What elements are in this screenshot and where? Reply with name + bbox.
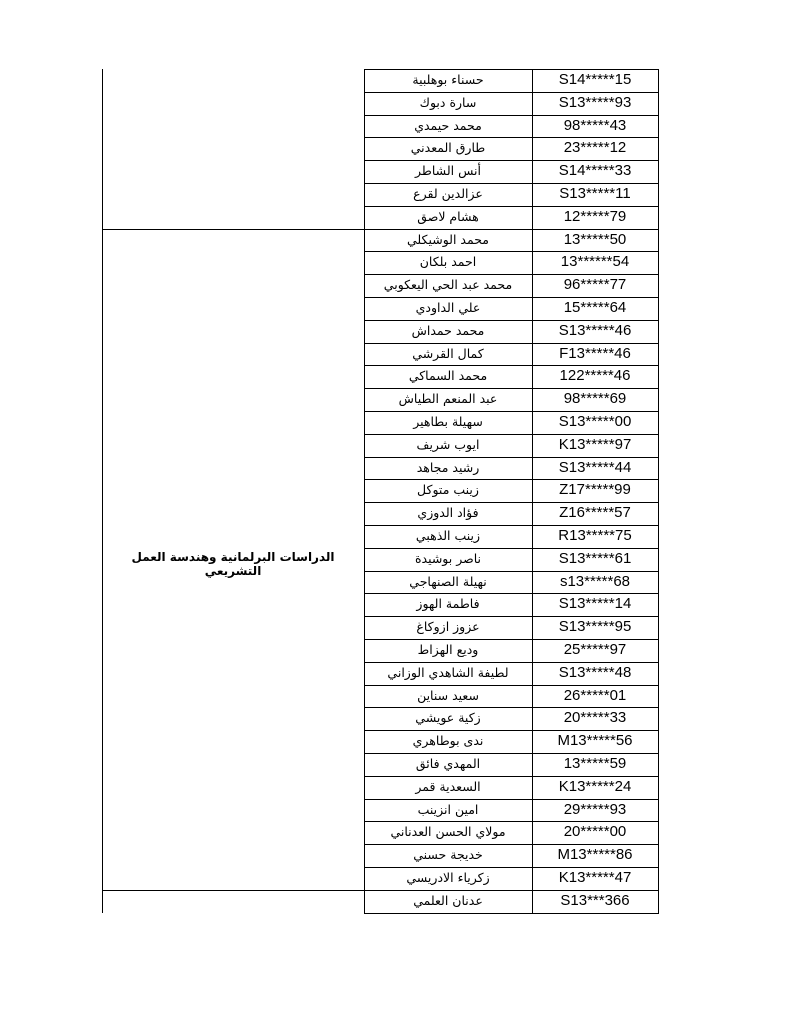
student-code: 96*****77 bbox=[563, 276, 627, 294]
row-divider bbox=[364, 662, 659, 663]
student-name: أنس الشاطر bbox=[415, 163, 481, 179]
row-divider bbox=[364, 616, 659, 617]
student-name: ناصر بوشيدة bbox=[414, 550, 482, 566]
row-divider bbox=[364, 229, 659, 230]
student-code: Z17*****99 bbox=[559, 481, 631, 499]
student-name: عزوز ازوكاغ bbox=[416, 619, 480, 635]
student-name: محمد حيمدي bbox=[414, 117, 482, 133]
row-divider bbox=[364, 639, 659, 640]
student-code: S13*****44 bbox=[558, 458, 632, 476]
row-divider bbox=[364, 69, 659, 70]
student-name: امين انزينب bbox=[417, 801, 479, 817]
student-name: عدنان العلمي bbox=[413, 892, 483, 908]
row-divider bbox=[364, 115, 659, 116]
section-divider bbox=[102, 890, 364, 891]
student-name: زكية عويشي bbox=[415, 710, 481, 726]
row-divider bbox=[364, 251, 659, 252]
student-code: M13*****56 bbox=[557, 732, 633, 750]
student-code: 15*****64 bbox=[563, 299, 627, 316]
student-code: S14*****15 bbox=[558, 71, 632, 88]
row-divider bbox=[364, 821, 659, 822]
row-divider bbox=[364, 571, 659, 572]
student-code: 23*****12 bbox=[563, 139, 627, 157]
student-code: 20*****33 bbox=[563, 709, 627, 727]
student-name: هشام لاصق bbox=[417, 208, 479, 224]
row-divider bbox=[364, 753, 659, 754]
column-divider bbox=[532, 69, 533, 913]
row-divider bbox=[364, 92, 659, 93]
student-name: رشيد مجاهد bbox=[416, 459, 480, 475]
row-divider bbox=[364, 365, 659, 366]
student-name: السعدية قمر bbox=[415, 778, 481, 794]
row-divider bbox=[364, 274, 659, 275]
row-divider bbox=[364, 548, 659, 549]
row-divider bbox=[364, 183, 659, 184]
student-name: محمد السماكي bbox=[408, 368, 488, 384]
student-code: 29*****93 bbox=[563, 800, 627, 818]
student-code: S13***366 bbox=[560, 891, 630, 909]
student-code: K13*****24 bbox=[558, 777, 632, 795]
student-code: 13******54 bbox=[560, 253, 630, 271]
student-name: زكرياء الادريسي bbox=[406, 870, 490, 885]
student-name: زينب متوكل bbox=[417, 482, 479, 498]
student-code: 12*****79 bbox=[563, 207, 627, 225]
student-name: سارة دبوك bbox=[419, 94, 477, 110]
student-code: S13*****61 bbox=[558, 549, 632, 567]
row-divider bbox=[364, 844, 659, 845]
row-divider bbox=[364, 434, 659, 435]
row-divider bbox=[364, 297, 659, 298]
student-code: S13*****48 bbox=[558, 663, 632, 681]
student-name: علي الداودي bbox=[415, 300, 481, 315]
row-divider bbox=[364, 320, 659, 321]
student-name: محمد عبد الحي اليعكوبي bbox=[383, 277, 513, 293]
row-divider bbox=[364, 502, 659, 503]
student-name: المهدي فائق bbox=[415, 756, 481, 771]
row-divider bbox=[364, 593, 659, 594]
student-code: S14*****33 bbox=[558, 162, 632, 180]
row-divider bbox=[364, 867, 659, 868]
student-code: M13*****86 bbox=[557, 846, 633, 864]
student-name: محمد الوشيكلي bbox=[407, 231, 489, 247]
student-code: 98*****43 bbox=[563, 116, 627, 134]
student-name: كمال القرشي bbox=[412, 345, 484, 361]
student-code: 26*****01 bbox=[563, 686, 627, 704]
row-divider bbox=[364, 730, 659, 731]
table-border-right bbox=[658, 69, 659, 913]
student-name: سهيلة بطاهير bbox=[413, 414, 483, 429]
student-name: خديجة حسني bbox=[413, 847, 483, 863]
student-code: S13*****00 bbox=[558, 413, 632, 430]
student-name: عزالدين لقرع bbox=[413, 186, 483, 201]
student-name: ندى بوطاهري bbox=[412, 733, 484, 749]
student-name: نهيلة الصنهاجي bbox=[409, 573, 487, 589]
row-divider bbox=[364, 160, 659, 161]
student-name: سعيد سناين bbox=[417, 687, 479, 703]
row-divider bbox=[364, 137, 659, 138]
student-name: عبد المنعم الطياش bbox=[398, 391, 498, 407]
row-divider bbox=[364, 411, 659, 412]
student-name: فاطمة الهوز bbox=[416, 596, 480, 612]
row-divider bbox=[364, 479, 659, 480]
student-name: طارق المعدني bbox=[410, 140, 486, 156]
row-divider bbox=[364, 388, 659, 389]
student-name: فؤاد الدوزي bbox=[417, 505, 479, 521]
row-divider bbox=[364, 707, 659, 708]
student-code: 13*****59 bbox=[563, 755, 627, 772]
column-divider bbox=[364, 69, 365, 913]
student-code: S13*****11 bbox=[559, 185, 631, 202]
department-label: الدراسات البرلمانية وهندسة العمل التشريعي bbox=[131, 550, 335, 579]
student-name: زينب الذهبي bbox=[415, 528, 481, 543]
student-code: S13*****95 bbox=[558, 618, 632, 636]
student-code: 13*****50 bbox=[563, 230, 627, 248]
row-divider bbox=[364, 776, 659, 777]
student-code: 25*****97 bbox=[563, 641, 627, 658]
student-code: S13*****14 bbox=[558, 595, 632, 613]
student-name: لطيفة الشاهدي الوزاني bbox=[387, 664, 509, 680]
student-code: F13*****46 bbox=[559, 344, 631, 362]
student-code: R13*****75 bbox=[558, 527, 632, 544]
student-code: S13*****93 bbox=[558, 93, 632, 111]
student-name: ايوب شريف bbox=[416, 436, 480, 452]
row-divider bbox=[364, 799, 659, 800]
row-divider bbox=[364, 525, 659, 526]
student-code: s13*****68 bbox=[559, 572, 631, 590]
student-name: حسناء بوهلبية bbox=[412, 72, 484, 87]
student-code: K13*****97 bbox=[558, 435, 632, 453]
student-code: 98*****69 bbox=[563, 390, 627, 408]
student-name: محمد حمداش bbox=[411, 322, 485, 338]
student-code: 122*****46 bbox=[559, 367, 631, 385]
table-border-left bbox=[102, 69, 103, 913]
student-code: Z16*****57 bbox=[559, 504, 631, 522]
student-code: S13*****46 bbox=[558, 321, 632, 339]
section-divider bbox=[102, 229, 364, 230]
student-name: وديع الهزاط bbox=[417, 642, 479, 657]
row-divider bbox=[364, 206, 659, 207]
row-divider bbox=[364, 343, 659, 344]
student-name: مولاي الحسن العدناني bbox=[390, 824, 506, 840]
row-divider bbox=[364, 913, 659, 914]
student-code: K13*****47 bbox=[558, 869, 632, 886]
student-name: احمد بلكان bbox=[419, 254, 477, 270]
row-divider bbox=[364, 685, 659, 686]
row-divider bbox=[364, 890, 659, 891]
row-divider bbox=[364, 457, 659, 458]
student-code: 20*****00 bbox=[563, 823, 627, 841]
